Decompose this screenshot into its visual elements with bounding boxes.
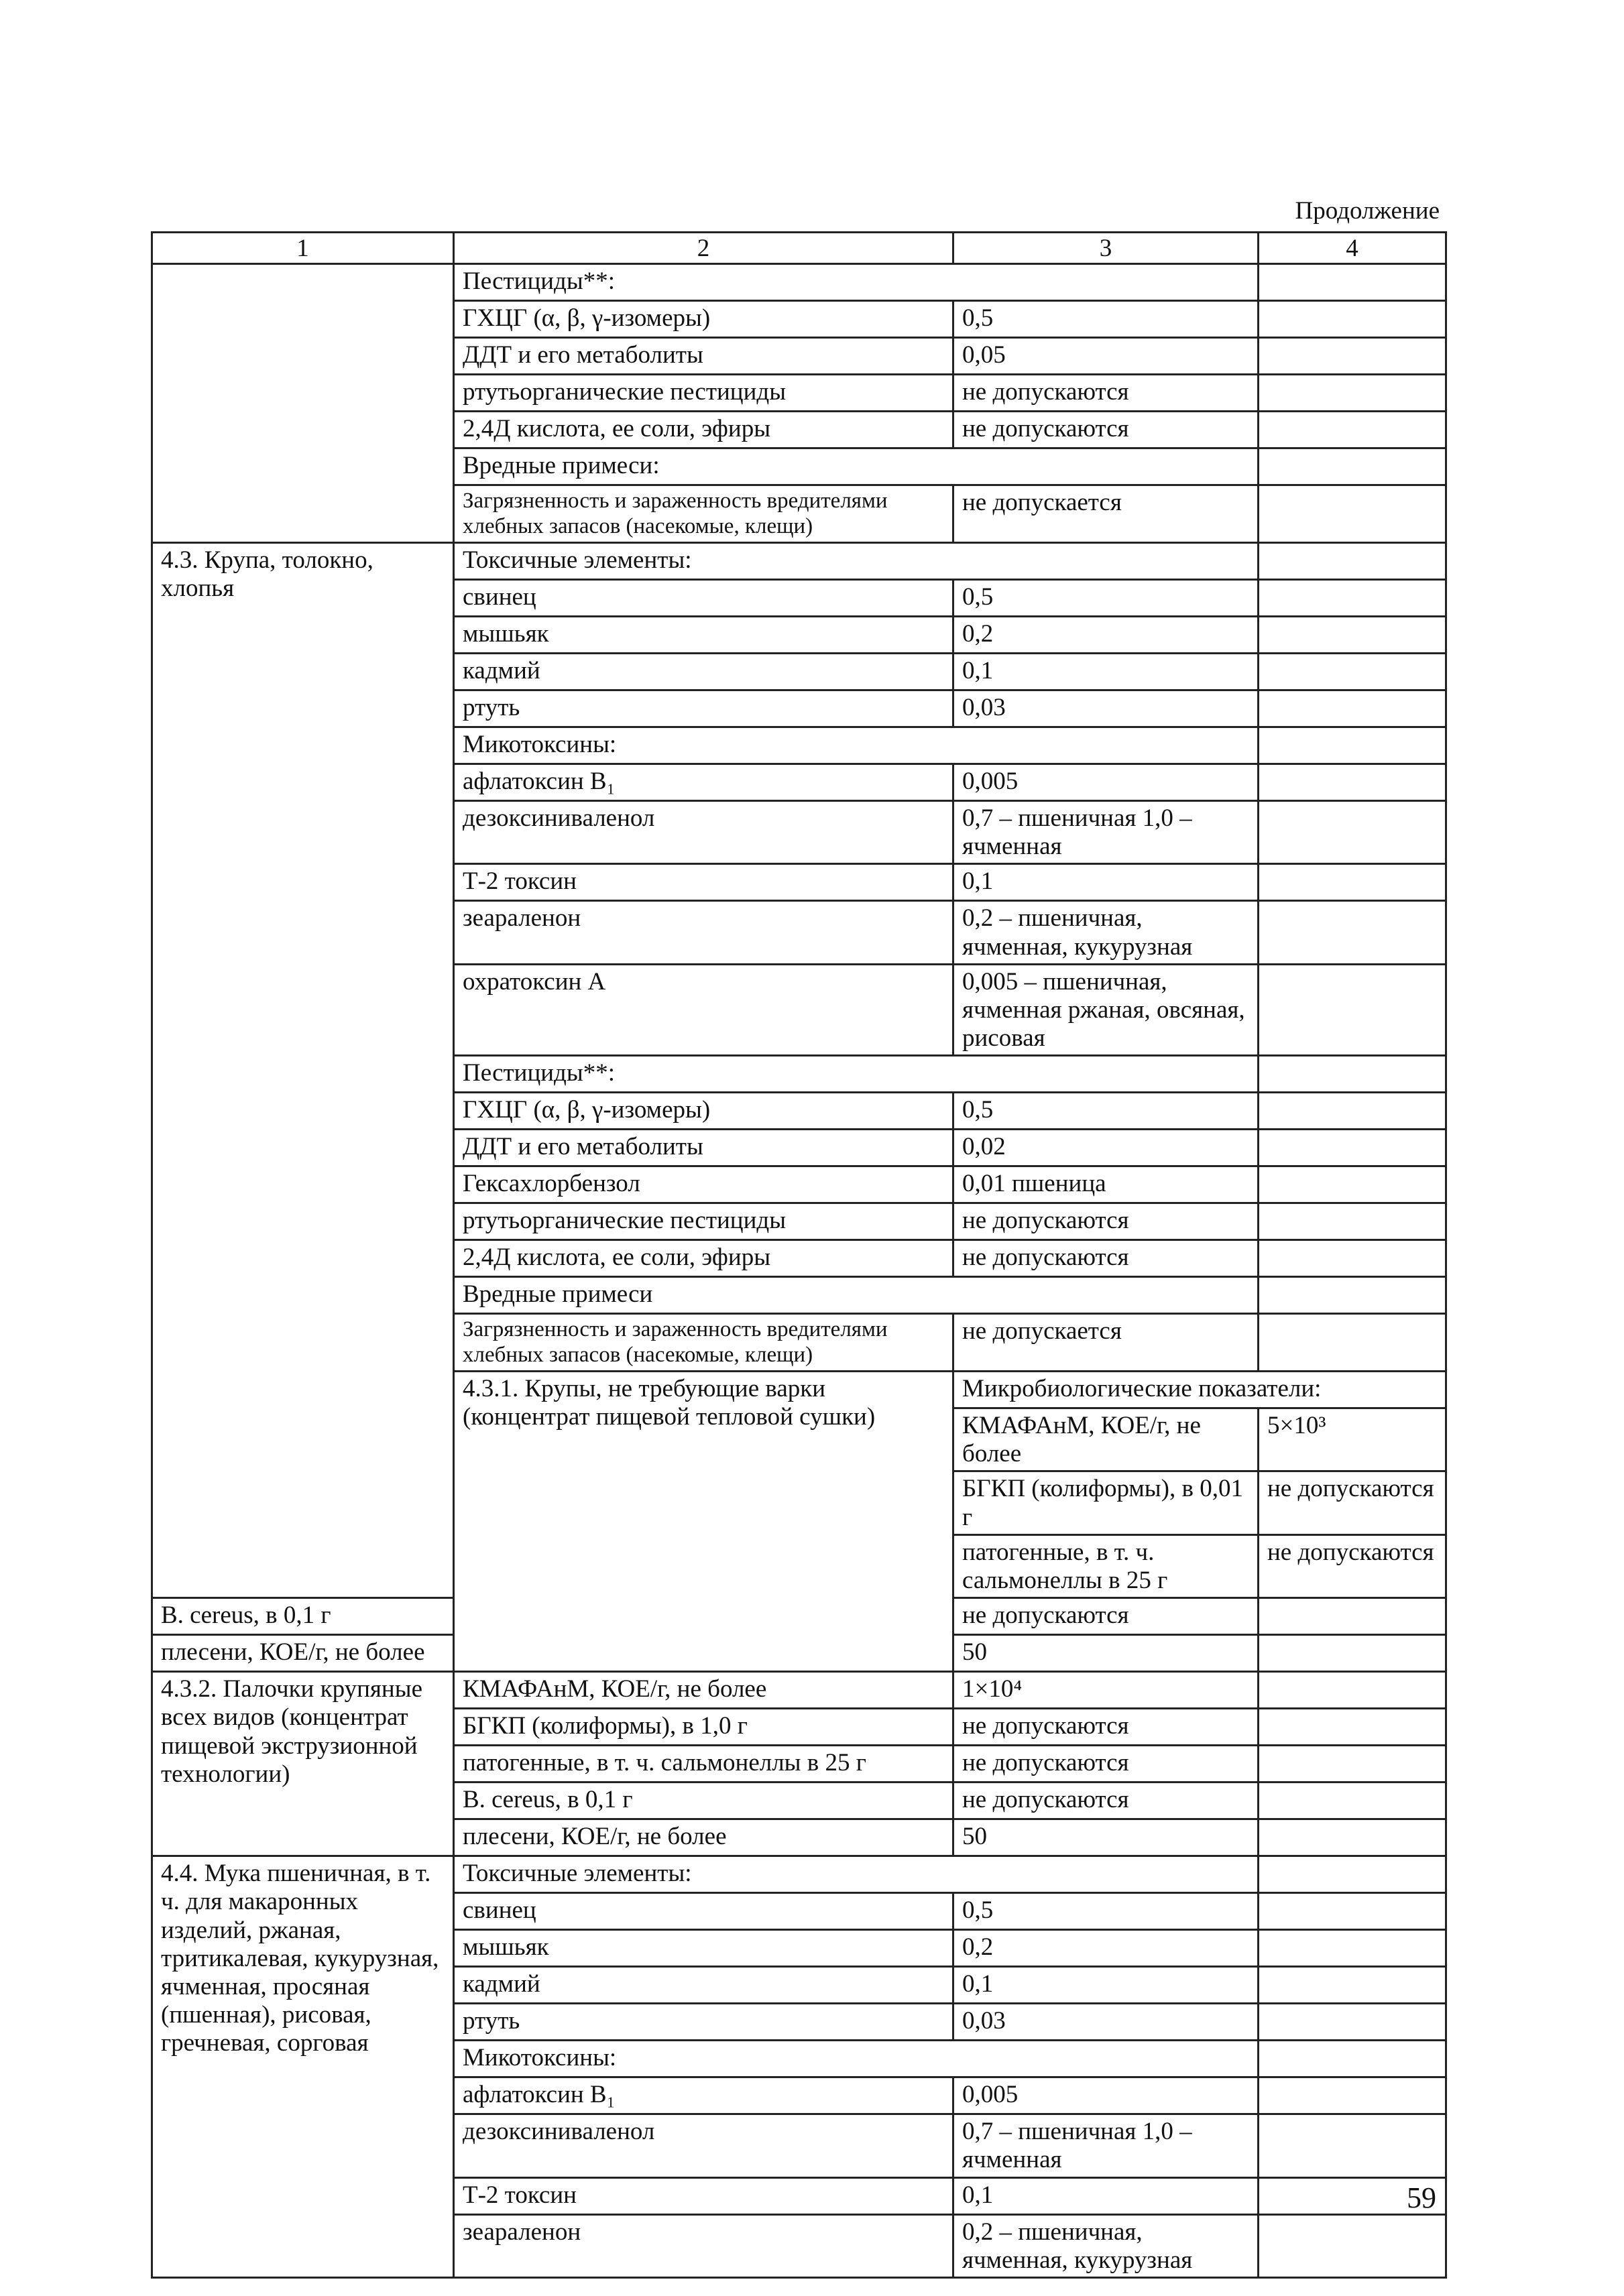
indicator-cell: зеараленон <box>454 2214 953 2277</box>
note-cell <box>1259 901 1446 964</box>
limit-value-cell: 0,2 <box>953 1930 1259 1967</box>
indicator-cell: плесени, КОЕ/г, не более <box>454 1819 953 1856</box>
table-row <box>152 1672 1446 1709</box>
note-cell <box>1259 1203 1446 1240</box>
indicator-cell: ртутьорганические пестициды <box>454 1203 953 1240</box>
indicator-cell: 2,4Д кислота, ее соли, эфиры <box>454 1240 953 1277</box>
note-cell <box>1259 485 1446 543</box>
limit-value-cell: не допускаются <box>1259 1534 1446 1597</box>
indicator-cell: мышьяк <box>454 617 953 654</box>
note-cell <box>1259 412 1446 448</box>
limit-value-cell: 0,02 <box>953 1130 1259 1166</box>
indicator-cell: Т-2 токсин <box>454 864 953 901</box>
limit-value-cell: 50 <box>953 1819 1259 1856</box>
indicator-cell: ГХЦГ (α, β, γ-изомеры) <box>454 1093 953 1130</box>
limit-value-cell: 0,2 <box>953 617 1259 654</box>
note-cell <box>1259 727 1446 764</box>
limit-value-cell: 5×10³ <box>1259 1408 1446 1471</box>
indicator-cell: дезоксиниваленол <box>454 801 953 864</box>
table-row <box>152 485 1446 543</box>
product-name-cell <box>152 412 454 448</box>
limit-value-cell: 0,2 – пшеничная, ячменная, кукурузная <box>953 2214 1259 2277</box>
note-cell <box>1259 1930 1446 1967</box>
note-cell <box>1259 1709 1446 1746</box>
indicator-cell: B. cereus, в 0,1 г <box>152 1598 454 1635</box>
indicator-cell: зеараленон <box>454 901 953 964</box>
indicator-cell: охратоксин А <box>454 964 953 1056</box>
note-cell <box>1259 764 1446 801</box>
note-cell <box>1259 375 1446 412</box>
indicator-cell: Загрязненность и зараженность вредителями хлебных запасов (насекомые, клещи) <box>454 1314 953 1372</box>
note-cell <box>1259 2077 1446 2114</box>
note-cell <box>1259 617 1446 654</box>
limit-value-cell: не допускаются <box>953 412 1259 448</box>
indicator-cell: мышьяк <box>454 1930 953 1967</box>
indicator-cell: ГХЦГ (α, β, γ-изомеры) <box>454 301 953 338</box>
note-cell <box>1259 1967 1446 2004</box>
note-cell <box>1259 964 1446 1056</box>
indicator-cell: БГКП (колиформы), в 1,0 г <box>454 1709 953 1746</box>
limit-value-cell: не допускается <box>953 1314 1259 1372</box>
note-cell <box>1259 1277 1446 1314</box>
limit-value-cell: не допускаются <box>953 1746 1259 1783</box>
continuation-label: Продолжение <box>1295 197 1440 225</box>
indicator-cell: КМАФАнМ, КОЕ/г, не более <box>454 1672 953 1709</box>
limit-value-cell: не допускаются <box>953 1709 1259 1746</box>
limit-value-cell: не допускаются <box>953 1203 1259 1240</box>
limit-value-cell: 0,1 <box>953 2177 1259 2214</box>
indicator-cell: Загрязненность и зараженность вредителями хлебных запасов (насекомые, клещи) <box>454 485 953 543</box>
indicator-cell: кадмий <box>454 1967 953 2004</box>
limit-value-cell: 0,5 <box>953 580 1259 617</box>
limit-value-cell: не допускаются <box>1259 1471 1446 1534</box>
limit-value-cell: 0,2 – пшеничная, ячменная, кукурузная <box>953 901 1259 964</box>
indicator-cell: КМАФАнМ, КОЕ/г, не более <box>953 1408 1259 1471</box>
limit-value-cell: 0,1 <box>953 654 1259 690</box>
limit-value-cell: не допускается <box>953 485 1259 543</box>
limit-value-cell: 0,7 – пшеничная 1,0 – ячменная <box>953 801 1259 864</box>
limit-value-cell: 0,03 <box>953 690 1259 727</box>
table-row <box>152 375 1446 412</box>
requirements-table <box>151 231 1447 2279</box>
product-name-cell: 4.3. Крупа, толокно, хлопья <box>152 543 454 1598</box>
header-col-1: 1 <box>152 233 454 264</box>
limit-value-cell: 0,05 <box>953 338 1259 375</box>
limit-value-cell: 0,1 <box>953 1967 1259 2004</box>
limit-value-cell: 0,5 <box>953 1093 1259 1130</box>
table-header-row <box>152 233 1446 264</box>
note-cell <box>1259 543 1446 580</box>
product-name-cell: 4.3.2. Палочки крупяные всех видов (концентрат пищевой экструзионной технологии) <box>152 1672 454 1856</box>
product-name-cell <box>152 338 454 375</box>
table-row <box>152 264 1446 301</box>
note-cell <box>1259 448 1446 485</box>
table-row <box>152 338 1446 375</box>
table-row <box>152 448 1446 485</box>
limit-value-cell: 50 <box>953 1635 1259 1672</box>
limit-value-cell: 1×10⁴ <box>953 1672 1259 1709</box>
limit-value-cell: 0,7 – пшеничная 1,0 – ячменная <box>953 2114 1259 2177</box>
indicator-cell: свинец <box>454 1893 953 1930</box>
product-name-cell <box>152 485 454 543</box>
note-cell <box>1259 1240 1446 1277</box>
note-cell <box>1259 1893 1446 1930</box>
note-cell <box>1259 1598 1446 1635</box>
indicator-cell: 2,4Д кислота, ее соли, эфиры <box>454 412 953 448</box>
product-name-cell <box>152 448 454 485</box>
indicator-cell: ртуть <box>454 2004 953 2041</box>
note-cell <box>1259 1166 1446 1203</box>
group-heading-cell: Микробиологические показатели: <box>953 1372 1446 1408</box>
group-heading-cell: Пестициды**: <box>454 1056 1259 1093</box>
note-cell <box>1259 1672 1446 1709</box>
indicator-cell: патогенные, в т. ч. сальмонеллы в 25 г <box>953 1534 1259 1597</box>
group-heading-cell: Токсичные элементы: <box>454 1856 1259 1893</box>
indicator-cell: ртуть <box>454 690 953 727</box>
limit-value-cell: 0,03 <box>953 2004 1259 2041</box>
note-cell <box>1259 654 1446 690</box>
group-heading-cell: Микотоксины: <box>454 2041 1259 2077</box>
table-row <box>152 301 1446 338</box>
limit-value-cell: не допускаются <box>953 1783 1259 1819</box>
note-cell <box>1259 1314 1446 1372</box>
product-name-cell <box>152 264 454 301</box>
product-name-cell: 4.3.1. Крупы, не требующие варки (концентрат пищевой тепловой сушки) <box>454 1372 953 1672</box>
indicator-cell: ДДТ и его метаболиты <box>454 1130 953 1166</box>
indicator-cell: плесени, КОЕ/г, не более <box>152 1635 454 1672</box>
group-heading-cell: Вредные примеси: <box>454 448 1259 485</box>
limit-value-cell: 0,005 <box>953 764 1259 801</box>
indicator-cell: кадмий <box>454 654 953 690</box>
note-cell <box>1259 301 1446 338</box>
note-cell <box>1259 690 1446 727</box>
limit-value-cell: 0,005 <box>953 2077 1259 2114</box>
indicator-cell: афлатоксин B₁ <box>454 764 953 801</box>
note-cell <box>1259 1130 1446 1166</box>
note-cell <box>1259 864 1446 901</box>
group-heading-cell: Вредные примеси <box>454 1277 1259 1314</box>
note-cell <box>1259 264 1446 301</box>
header-col-3: 3 <box>953 233 1259 264</box>
limit-value-cell: не допускаются <box>953 1240 1259 1277</box>
note-cell <box>1259 1783 1446 1819</box>
table-row <box>152 543 1446 580</box>
indicator-cell: ДДТ и его метаболиты <box>454 338 953 375</box>
indicator-cell: ртутьорганические пестициды <box>454 375 953 412</box>
limit-value-cell: 0,005 – пшеничная, ячменная ржаная, овсяная, рисовая <box>953 964 1259 1056</box>
indicator-cell: дезоксиниваленол <box>454 2114 953 2177</box>
limit-value-cell: не допускаются <box>953 375 1259 412</box>
table-row <box>152 1856 1446 1893</box>
product-name-cell <box>152 301 454 338</box>
note-cell <box>1259 1856 1446 1893</box>
indicator-cell: Гексахлорбензол <box>454 1166 953 1203</box>
note-cell <box>1259 1635 1446 1672</box>
indicator-cell: афлатоксин B₁ <box>454 2077 953 2114</box>
group-heading-cell: Пестициды**: <box>454 264 1259 301</box>
note-cell <box>1259 580 1446 617</box>
limit-value-cell: 0,5 <box>953 301 1259 338</box>
indicator-cell: патогенные, в т. ч. сальмонеллы в 25 г <box>454 1746 953 1783</box>
header-col-4: 4 <box>1259 233 1446 264</box>
note-cell <box>1259 338 1446 375</box>
group-heading-cell: Токсичные элементы: <box>454 543 1259 580</box>
note-cell <box>1259 1819 1446 1856</box>
note-cell <box>1259 1746 1446 1783</box>
indicator-cell: БГКП (колиформы), в 0,01 г <box>953 1471 1259 1534</box>
note-cell <box>1259 2041 1446 2077</box>
note-cell <box>1259 1093 1446 1130</box>
indicator-cell: свинец <box>454 580 953 617</box>
table-row <box>152 412 1446 448</box>
note-cell <box>1259 801 1446 864</box>
limit-value-cell: 0,5 <box>953 1893 1259 1930</box>
note-cell <box>1259 1056 1446 1093</box>
page-number: 59 <box>1407 2181 1436 2214</box>
group-heading-cell: Микотоксины: <box>454 727 1259 764</box>
indicator-cell: B. cereus, в 0,1 г <box>454 1783 953 1819</box>
product-name-cell <box>152 375 454 412</box>
limit-value-cell: 0,1 <box>953 864 1259 901</box>
indicator-cell: Т-2 токсин <box>454 2177 953 2214</box>
product-name-cell: 4.4. Мука пшеничная, в т. ч. для макаронных изделий, ржаная, тритикалевая, кукурузная, ячменная, просяная (пшенная), рисовая, гречневая, сорговая <box>152 1856 454 2278</box>
note-cell <box>1259 2214 1446 2277</box>
limit-value-cell: не допускаются <box>953 1598 1259 1635</box>
note-cell <box>1259 2004 1446 2041</box>
note-cell <box>1259 2114 1446 2177</box>
header-col-2: 2 <box>454 233 953 264</box>
limit-value-cell: 0,01 пшеница <box>953 1166 1259 1203</box>
